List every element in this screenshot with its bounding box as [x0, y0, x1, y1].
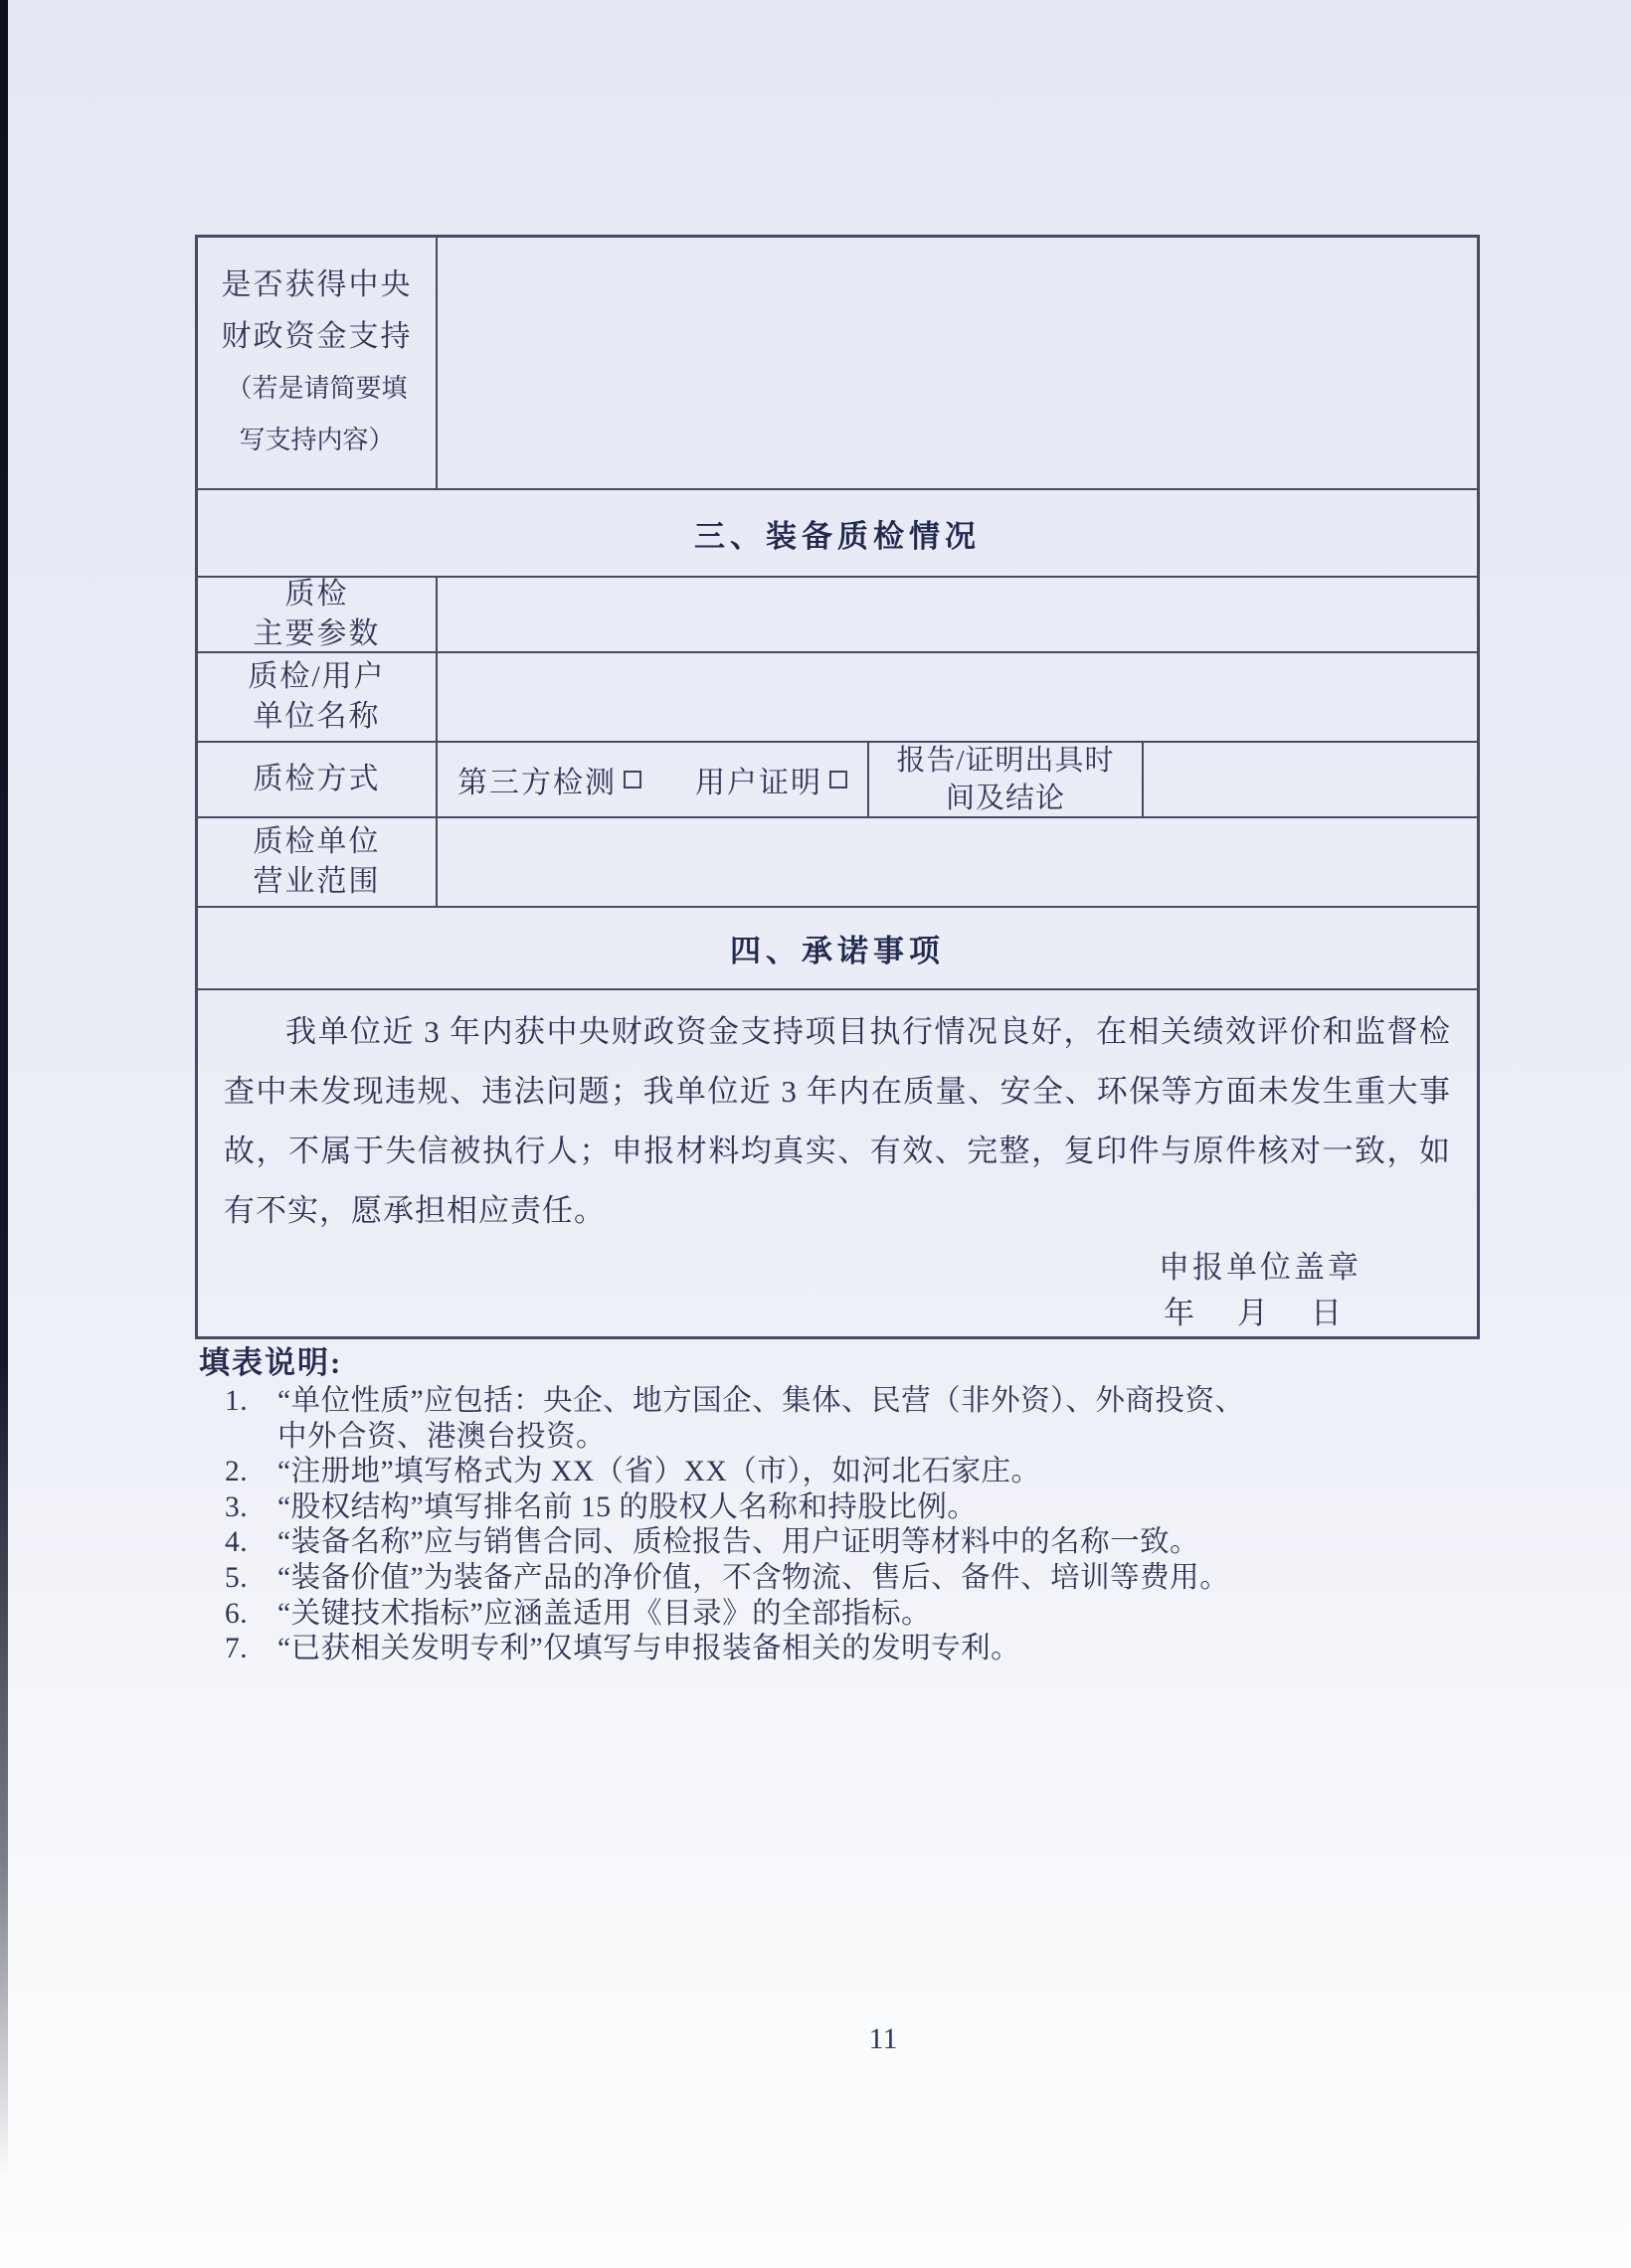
- central-funding-row: [198, 238, 1477, 488]
- application-form-table: [195, 235, 1480, 1339]
- commitment-paragraph: 我单位近 3 年内获中央财政资金支持项目执行情况良好，在相关绩效评价和监督检查中未发现违规、违法问题；我单位近 3 年内在质量、安全、环保等方面未发生重大事故，不属于失信被执行人；申报材料均真实、有效、完整，复印件与原件核对一致，如有不实，愿承担相应责任。: [224, 1014, 1451, 1228]
- instruction-item: [199, 1384, 1472, 1455]
- page-number: 11: [868, 2022, 898, 2055]
- label-line: 写支持内容）: [239, 426, 395, 454]
- report-time-conclusion-label: [869, 743, 1144, 816]
- item-number: 6.: [225, 1597, 249, 1630]
- option-third-party-testing: [457, 758, 641, 801]
- label-line: 单位名称: [253, 700, 381, 733]
- third-party-testing-checkbox[interactable]: [624, 771, 641, 788]
- item-text: [277, 1384, 1472, 1455]
- item-text: “已获相关发明专利”仅填写与申报装备相关的发明专利。: [277, 1633, 1021, 1665]
- item-text: “关键技术指标”应涵盖适用《目录》的全部指标。: [277, 1597, 932, 1630]
- section4-title: 四、承诺事项: [730, 934, 945, 968]
- qc-method-row: [198, 741, 1477, 816]
- item-text-line: “单位性质”应包括：央企、地方国企、集体、民营（非外资）、外商投资、: [277, 1385, 1245, 1417]
- instruction-item: [199, 1561, 1472, 1597]
- qc-unit-name-input-area[interactable]: [438, 653, 1477, 741]
- qc-scope-input-area[interactable]: [438, 818, 1477, 906]
- label-line: 质检: [284, 578, 349, 611]
- qc-unit-name-row: [198, 651, 1477, 741]
- instruction-item: [199, 1597, 1472, 1633]
- label-line: 质检单位: [253, 825, 381, 858]
- section3-title: 三、装备质检情况: [694, 518, 981, 554]
- item-text: “股权结构”填写排名前 15 的股权人名称和持股比例。: [277, 1490, 978, 1523]
- form-instructions: [199, 1342, 1472, 1667]
- option-user-certificate: [695, 758, 847, 801]
- item-text: “装备名称”应与销售合同、质检报告、用户证明等材料中的名称一致。: [277, 1526, 1200, 1559]
- commitment-cell: [198, 988, 1477, 1336]
- qc-method-label: [198, 743, 438, 816]
- instruction-item: [199, 1525, 1472, 1561]
- qc-params-row: [198, 576, 1477, 651]
- instruction-item: [199, 1455, 1472, 1490]
- date-fill-line[interactable]: 年 月 日: [1164, 1296, 1348, 1330]
- label-line: 间及结论: [945, 783, 1065, 814]
- qc-scope-row: [198, 816, 1477, 906]
- item-text: “注册地”填写格式为 XX（省）XX（市），如河北石家庄。: [277, 1456, 1041, 1488]
- qc-scope-label: [198, 818, 438, 906]
- instructions-heading: 填表说明:: [199, 1345, 343, 1380]
- label-line: 营业范围: [253, 865, 381, 898]
- qc-unit-name-label: [198, 653, 438, 741]
- item-text: “装备价值”为装备产品的净价值，不含物流、售后、备件、培训等费用。: [277, 1561, 1230, 1594]
- label-line: 主要参数: [253, 617, 381, 650]
- label-line: 质检/用户: [248, 660, 386, 693]
- label-line: 财政资金支持: [221, 320, 413, 353]
- applicant-seal-label: 申报单位盖章: [1159, 1250, 1361, 1285]
- item-number: 1.: [225, 1385, 249, 1417]
- item-number: 5.: [225, 1561, 249, 1594]
- scan-edge-shadow: [0, 0, 8, 2268]
- label-line: 质检方式: [253, 763, 381, 795]
- item-number: 7.: [225, 1633, 249, 1665]
- label-line: 是否获得中央: [221, 268, 413, 301]
- report-time-conclusion-input-area[interactable]: [1144, 743, 1477, 816]
- item-number: 2.: [225, 1456, 249, 1488]
- instruction-item: [199, 1490, 1472, 1526]
- central-funding-input-area[interactable]: [438, 238, 1477, 488]
- qc-params-input-area[interactable]: [438, 578, 1477, 651]
- label-line: 报告/证明出具时: [896, 745, 1115, 777]
- option-label: 用户证明: [695, 767, 822, 799]
- item-number: 3.: [225, 1490, 249, 1523]
- instruction-item: [199, 1632, 1472, 1667]
- qc-method-options: [438, 743, 869, 816]
- central-funding-label: [198, 238, 438, 488]
- user-certificate-checkbox[interactable]: [829, 771, 847, 788]
- item-number: 4.: [225, 1526, 249, 1559]
- qc-params-label: [198, 578, 438, 651]
- section3-header: [198, 488, 1477, 576]
- item-text-line: 中外合资、港澳台投资。: [277, 1420, 607, 1453]
- option-label: 第三方检测: [457, 767, 617, 799]
- section4-header: [198, 906, 1477, 988]
- label-line: （若是请简要填: [226, 374, 408, 403]
